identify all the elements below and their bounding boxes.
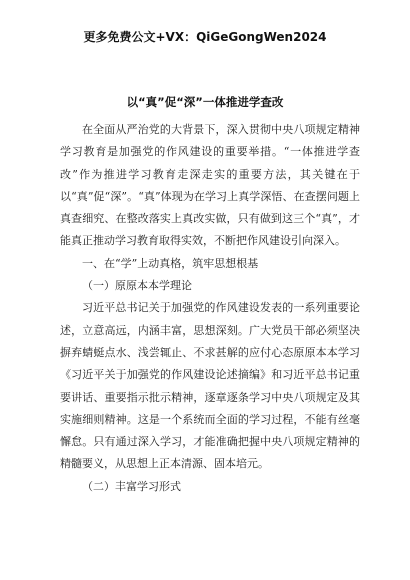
intro-paragraph: 在全面从严治党的大背景下，深入贯彻中央八项规定精神学习教育是加强党的作风建设的重要举措。“一体推进学查改”作为推进学习教育走深走实的重要方法，其关键在于以“真”促“深”。“真”体现为在学习上真学深悟、在查摆问题上真查细究、在整改落实上真改实做，只有做到这三个“真”，才能真正推动学习教育取得实效，不断把作风建设引向深入。 [60,123,360,248]
document-title: 以“真”促“深”一体推进学查改 [126,95,284,109]
subsection-heading-2: （二）丰富学习形式 [82,479,181,493]
watermark-header: 更多免费公文+VX：QiGeGongWen2024 [83,30,327,44]
subsection-heading-1: （一）原原本本学理论 [82,279,192,293]
subsection-paragraph-1: 习近平总书记关于加强党的作风建设发表的一系列重要论述，立意高远，内涵丰富，思想深刻。广大党员干部必须坚决摒弃蜻蜓点水、浅尝辄止、不求甚解的应付心态原原本本学习《习近平关于加强党的作风建设论述摘编》和习近平总书记重要讲话、重要指示批示精神，逐章逐条学习中央八项规定及其实施细则精神。这是一个系统而全面的学习过程，不能有丝毫懈怠。只有通过深入学习，才能准确把握中央八项规定精神的精髓要义，从思想上正本清源、固本培元。 [60,301,360,471]
section-heading-1: 一、在“学”上动真格，筑牢思想根基 [82,256,259,270]
document-body [60,119,360,498]
